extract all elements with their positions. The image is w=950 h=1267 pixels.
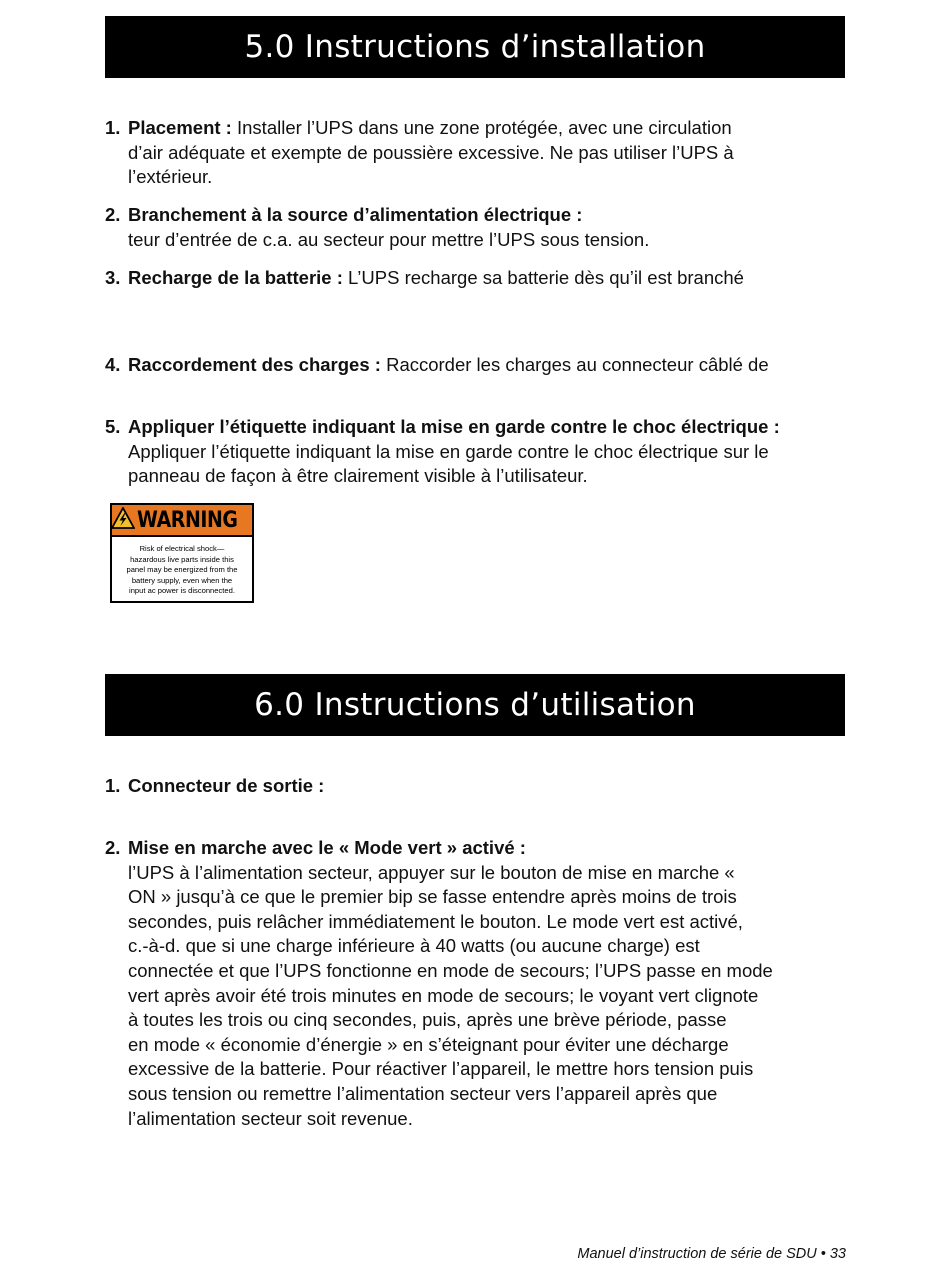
page-footer (577, 1246, 846, 1262)
item-lead: Mise en marche avec le « Mode vert » activé : (128, 837, 526, 858)
warning-label (110, 503, 254, 603)
list-item (105, 353, 850, 378)
item-line: c.-à-d. que si une charge inférieure à 40 watts (ou aucune charge) est (128, 935, 700, 957)
section-heading-installation (105, 16, 845, 78)
item-line: l’UPS à l’alimentation secteur, appuyer sur le bouton de mise en marche « (128, 861, 735, 883)
list-item (105, 203, 850, 252)
item-line: Appliquer l’étiquette indiquant la mise en garde contre le choc électrique sur le (128, 440, 769, 462)
item-number: 1. (105, 117, 121, 138)
list-item (105, 415, 850, 489)
item-lead: Raccordement des charges : (128, 354, 381, 375)
item-lead: Connecteur de sortie : (128, 775, 325, 796)
item-lead: Branchement à la source d’alimentation électrique : (128, 204, 583, 225)
electrical-hazard-icon (111, 507, 135, 534)
list-item (105, 774, 850, 799)
item-line: vert après avoir été trois minutes en mode de secours; le voyant vert clignote (128, 984, 759, 1006)
item-line: teur d’entrée de c.a. au secteur pour mettre l’UPS sous tension. (128, 228, 650, 250)
warning-line: Risk of electrical shock— (139, 544, 225, 553)
warning-line: input ac power is disconnected. (129, 586, 235, 596)
item-number: 2. (105, 837, 121, 858)
item-number: 5. (105, 416, 121, 437)
warning-line: panel may be energized from the (126, 565, 238, 575)
warning-label-header (112, 505, 252, 537)
item-line: connectée et que l’UPS fonctionne en mode de secours; l’UPS passe en mode (128, 959, 773, 981)
item-number: 4. (105, 354, 121, 375)
item-line: secondes, puis relâcher immédiatement le bouton. Le mode vert est activé, (128, 910, 743, 932)
item-lead: Placement : (128, 117, 232, 138)
list-item (105, 116, 850, 190)
section-title: 5.0 Instructions d’installation (244, 29, 706, 65)
item-text: Raccorder les charges au connecteur câblé de (380, 354, 769, 375)
item-text: Installer l’UPS dans une zone protégée, avec une circulation (231, 117, 732, 138)
item-number: 3. (105, 267, 121, 288)
item-line: panneau de façon à être clairement visible à l’utilisateur. (128, 465, 588, 487)
item-line: sous tension ou remettre l’alimentation secteur vers l’appareil après que (128, 1082, 718, 1104)
section-heading-operation (105, 674, 845, 736)
item-number: 2. (105, 204, 121, 225)
footer-text: Manuel d’instruction de série de SDU • 33 (577, 1246, 846, 1262)
warning-line: battery supply, even when the (131, 575, 233, 585)
item-line: à toutes les trois ou cinq secondes, puis, après une brève période, passe (128, 1009, 727, 1031)
warning-label-message (112, 537, 252, 597)
item-line: l’extérieur. (128, 166, 213, 188)
item-line: d’air adéquate et exempte de poussière excessive. Ne pas utiliser l’UPS à (128, 141, 734, 163)
item-line: en mode « économie d’énergie » en s’éteignant pour éviter une décharge (128, 1033, 729, 1055)
section-title: 6.0 Instructions d’utilisation (254, 687, 696, 723)
warning-label-title: WARNING (136, 507, 238, 533)
warning-line: hazardous live parts inside this (130, 554, 234, 564)
list-item (105, 266, 850, 291)
item-line: ON » jusqu’à ce que le premier bip se fasse entendre après moins de trois (128, 886, 737, 908)
item-lead: Appliquer l’étiquette indiquant la mise en garde contre le choc électrique : (128, 416, 780, 437)
list-item (105, 836, 850, 1131)
item-line: l’alimentation secteur soit revenue. (128, 1107, 413, 1129)
item-text: L’UPS recharge sa batterie dès qu’il est branché (342, 267, 744, 288)
item-lead: Recharge de la batterie : (128, 267, 343, 288)
item-number: 1. (105, 775, 121, 796)
item-line: excessive de la batterie. Pour réactiver l’appareil, le mettre hors tension puis (128, 1058, 754, 1080)
